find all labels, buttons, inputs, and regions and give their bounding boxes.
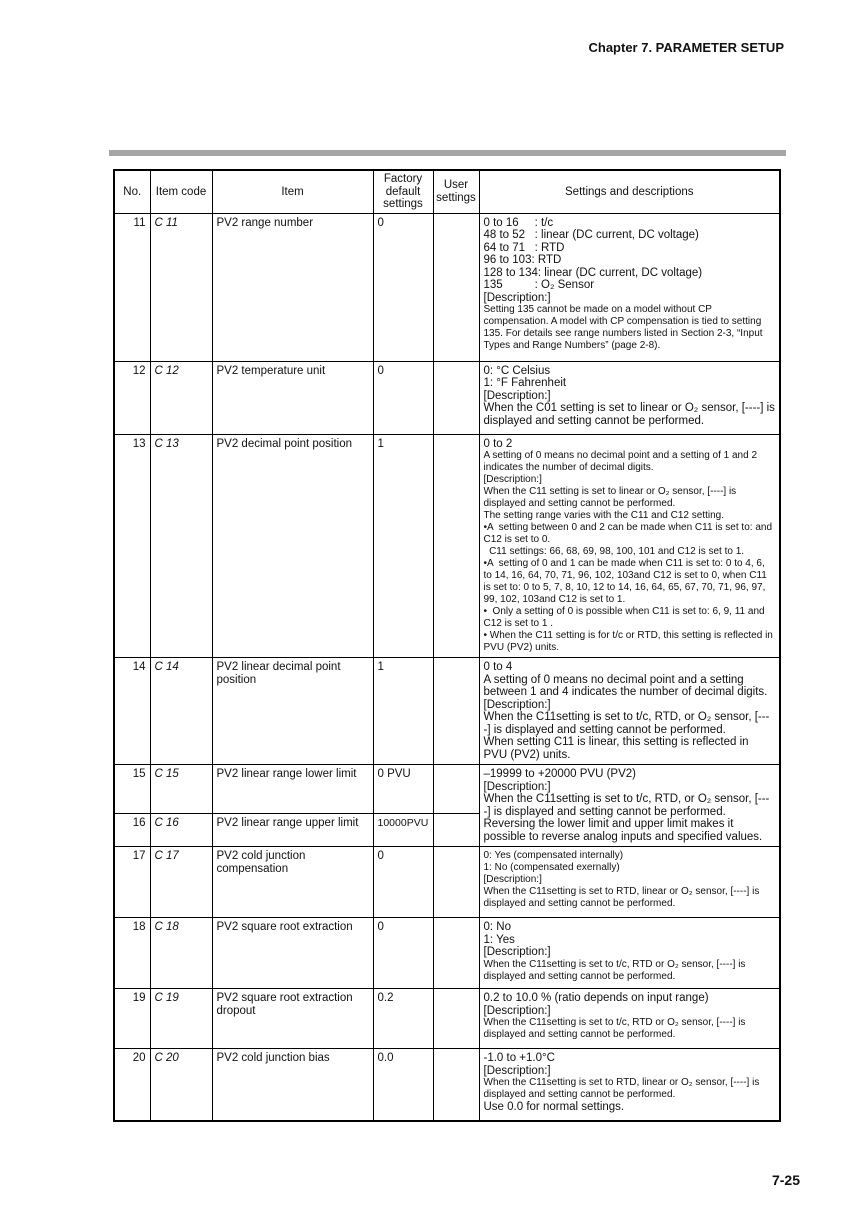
description-line: 128 to 134: linear (DC current, DC voltage) — [483, 266, 703, 279]
description-line: When the C11 setting is set to linear or O₂ sensor, [----] is displayed and setting cannot be performed. — [483, 486, 739, 509]
description-line: -1.0 to +1.0°C — [483, 1052, 555, 1064]
description-line: [Description:] — [483, 946, 551, 958]
table-row — [114, 434, 780, 658]
item-code: C 12 — [150, 361, 212, 434]
table-row — [114, 658, 780, 765]
description-line: •A setting between 0 and 2 can be made when C11 is set to: and C12 is set to 0. — [483, 522, 775, 545]
description-line: 0: No — [483, 921, 511, 933]
factory-default-value: 1 — [373, 658, 433, 765]
description-line: 1: No (compensated exernally) — [483, 862, 620, 873]
item-code: C 14 — [150, 658, 212, 765]
table-row — [114, 765, 780, 814]
description-line: [Description:] — [483, 1004, 551, 1017]
description-line: When the C11setting is set to t/c, RTD or O₂ sensor, [----] is displayed and setting cannot be performed. — [483, 958, 749, 982]
factory-default-value: 0 — [373, 918, 433, 989]
header-settings-descriptions: Settings and descriptions — [479, 170, 780, 213]
item-code: C 15 — [150, 765, 212, 814]
description-line: 48 to 52 : linear (DC current, DC voltage) — [483, 229, 699, 241]
table-row — [114, 847, 780, 918]
description-line: When the C11setting is set to RTD, linear or O₂ sensor, [----] is displayed and setting cannot be performed. — [483, 886, 763, 909]
description-line: [Description:] — [483, 474, 542, 485]
description-line: The setting range varies with the C11 and C12 setting. — [483, 510, 725, 521]
description-line: 0 to 4 — [483, 661, 513, 673]
description-line: When the C01 setting is set to linear or O₂ sensor, [----] is displayed and setting cannot be performed. — [483, 402, 779, 427]
description-line: Use 0.0 for normal settings. — [483, 1101, 625, 1113]
description-line: 0: °C Celsius — [483, 364, 551, 377]
factory-default-value: 0 — [373, 361, 433, 434]
row-number: 20 — [114, 1049, 150, 1121]
user-settings-cell — [433, 434, 479, 658]
description-line: When the C11setting is set to t/c, RTD, or O₂ sensor, [----] is displayed and setting cannot be performed. — [483, 793, 770, 818]
row-number: 16 — [114, 814, 150, 847]
user-settings-cell — [433, 814, 479, 847]
item-code: C 13 — [150, 434, 212, 658]
description-line: –19999 to +20000 PVU (PV2) — [483, 768, 636, 780]
header-user-settings: User settings — [433, 170, 479, 213]
description-line: 0 to 16 : t/c — [483, 216, 554, 229]
item-name: PV2 cold junction bias — [212, 1049, 373, 1121]
user-settings-cell — [433, 918, 479, 989]
item-name: PV2 temperature unit — [212, 361, 373, 434]
user-settings-cell — [433, 361, 479, 434]
description-line: [Description:] — [483, 780, 551, 793]
description-line: [Description:] — [483, 389, 551, 402]
table-row — [114, 361, 780, 434]
description-line: 0: Yes (compensated internally) — [483, 850, 624, 861]
description-line: When the C11setting is set to t/c, RTD or O₂ sensor, [----] is displayed and setting cannot be performed. — [483, 1017, 749, 1040]
description-line: 96 to 103: RTD — [483, 254, 562, 266]
description-line: Setting 135 cannot be made on a model without CP compensation. A model with CP compensation is tied to setting 135. For details see range numbers listed in Section 2-3, “Input Types and Range Numbers” (page 2-8). — [483, 304, 766, 351]
description-line: A setting of 0 means no decimal point and a setting between 1 and 4 indicates the number of decimal digits. — [483, 673, 768, 698]
item-code: C 11 — [150, 213, 212, 361]
description-line: 135 : O₂ Sensor — [483, 279, 595, 291]
settings-description — [479, 361, 780, 434]
description-line: [Description:] — [483, 291, 551, 304]
table-row — [114, 213, 780, 361]
user-settings-cell — [433, 658, 479, 765]
description-line: [Description:] — [483, 874, 542, 885]
header-rule — [109, 150, 786, 156]
item-name: PV2 range number — [212, 213, 373, 361]
factory-default-value: 0 — [373, 847, 433, 918]
description-line: • When the C11 setting is for t/c or RTD, this setting is reflected in PVU (PV2) units. — [483, 630, 776, 653]
item-code: C 17 — [150, 847, 212, 918]
factory-default-value: 0.2 — [373, 989, 433, 1049]
settings-description — [479, 213, 780, 361]
item-name: PV2 linear decimal point position — [212, 658, 373, 765]
description-line: When setting C11 is linear, this setting is reflected in PVU (PV2) units. — [483, 736, 752, 761]
settings-description — [479, 1049, 780, 1121]
table-row — [114, 989, 780, 1049]
user-settings-cell — [433, 1049, 479, 1121]
factory-default-value: 0 — [373, 213, 433, 361]
item-name: PV2 cold junction compensation — [212, 847, 373, 918]
item-name: PV2 linear range upper limit — [212, 814, 373, 847]
settings-description — [479, 989, 780, 1049]
description-line: A setting of 0 means no decimal point and a setting of 1 and 2 indicates the number of decimal digits. — [483, 450, 760, 473]
item-name: PV2 linear range lower limit — [212, 765, 373, 814]
factory-default-value: 10000PVU — [373, 814, 433, 847]
item-name: PV2 square root extraction dropout — [212, 989, 373, 1049]
user-settings-cell — [433, 213, 479, 361]
page-number: 7-25 — [771, 1172, 800, 1188]
row-number: 15 — [114, 765, 150, 814]
row-number: 13 — [114, 434, 150, 658]
header-item-code: Item code — [150, 170, 212, 213]
user-settings-cell — [433, 989, 479, 1049]
row-number: 19 — [114, 989, 150, 1049]
factory-default-value: 0.0 — [373, 1049, 433, 1121]
description-line: 1: °F Fahrenheit — [483, 377, 567, 389]
item-code: C 16 — [150, 814, 212, 847]
header-factory-default: Factory default settings — [373, 170, 433, 213]
description-line: 1: Yes — [483, 933, 515, 946]
description-line: 0 to 2 — [483, 437, 513, 450]
item-name: PV2 decimal point position — [212, 434, 373, 658]
row-number: 11 — [114, 213, 150, 361]
parameter-table — [113, 169, 781, 1122]
description-line: Reversing the lower limit and upper limit makes it possible to reverse analog inputs and specified values. — [483, 818, 763, 843]
row-number: 17 — [114, 847, 150, 918]
row-number: 18 — [114, 918, 150, 989]
description-line: C11 settings: 66, 68, 69, 98, 100, 101 and C12 is set to 1. — [483, 546, 745, 557]
settings-description — [479, 847, 780, 918]
user-settings-cell — [433, 847, 479, 918]
description-line: When the C11setting is set to t/c, RTD, or O₂ sensor, [----] is displayed and setting cannot be performed. — [483, 711, 770, 736]
settings-description — [479, 765, 780, 847]
description-line: • Only a setting of 0 is possible when C11 is set to: 6, 9, 11 and C12 is set to 1 . — [483, 606, 768, 629]
user-settings-cell — [433, 765, 479, 814]
description-line: 64 to 71 : RTD — [483, 241, 565, 254]
description-line: [Description:] — [483, 698, 551, 711]
description-line: •A setting of 0 and 1 can be made when C11 is set to: 0 to 4, 6, to 14, 16, 64, 70, 71, 96, 102, 103and C12 is set to 0, when C11 is set to: 0 to 5, 7, 8, 10, 12 to 14, 16, 64, 65, 67, 70, 71, 96, 97, 99, 102, 103and C12 is set to 1. — [483, 558, 770, 605]
chapter-title: Chapter 7. PARAMETER SETUP — [588, 40, 784, 55]
settings-description — [479, 658, 780, 765]
header-no: No. — [114, 170, 150, 213]
row-number: 14 — [114, 658, 150, 765]
item-code: C 19 — [150, 989, 212, 1049]
table-row — [114, 918, 780, 989]
item-code: C 20 — [150, 1049, 212, 1121]
factory-default-value: 1 — [373, 434, 433, 658]
header-item: Item — [212, 170, 373, 213]
item-code: C 18 — [150, 918, 212, 989]
row-number: 12 — [114, 361, 150, 434]
item-name: PV2 square root extraction — [212, 918, 373, 989]
settings-description — [479, 918, 780, 989]
description-line: When the C11setting is set to RTD, linear or O₂ sensor, [----] is displayed and setting cannot be performed. — [483, 1077, 763, 1100]
description-line: 0.2 to 10.0 % (ratio depends on input range) — [483, 992, 709, 1004]
table-row — [114, 1049, 780, 1121]
settings-description — [479, 434, 780, 658]
description-line: [Description:] — [483, 1064, 551, 1077]
factory-default-value: 0 PVU — [373, 765, 433, 814]
table-header-row — [114, 170, 780, 213]
